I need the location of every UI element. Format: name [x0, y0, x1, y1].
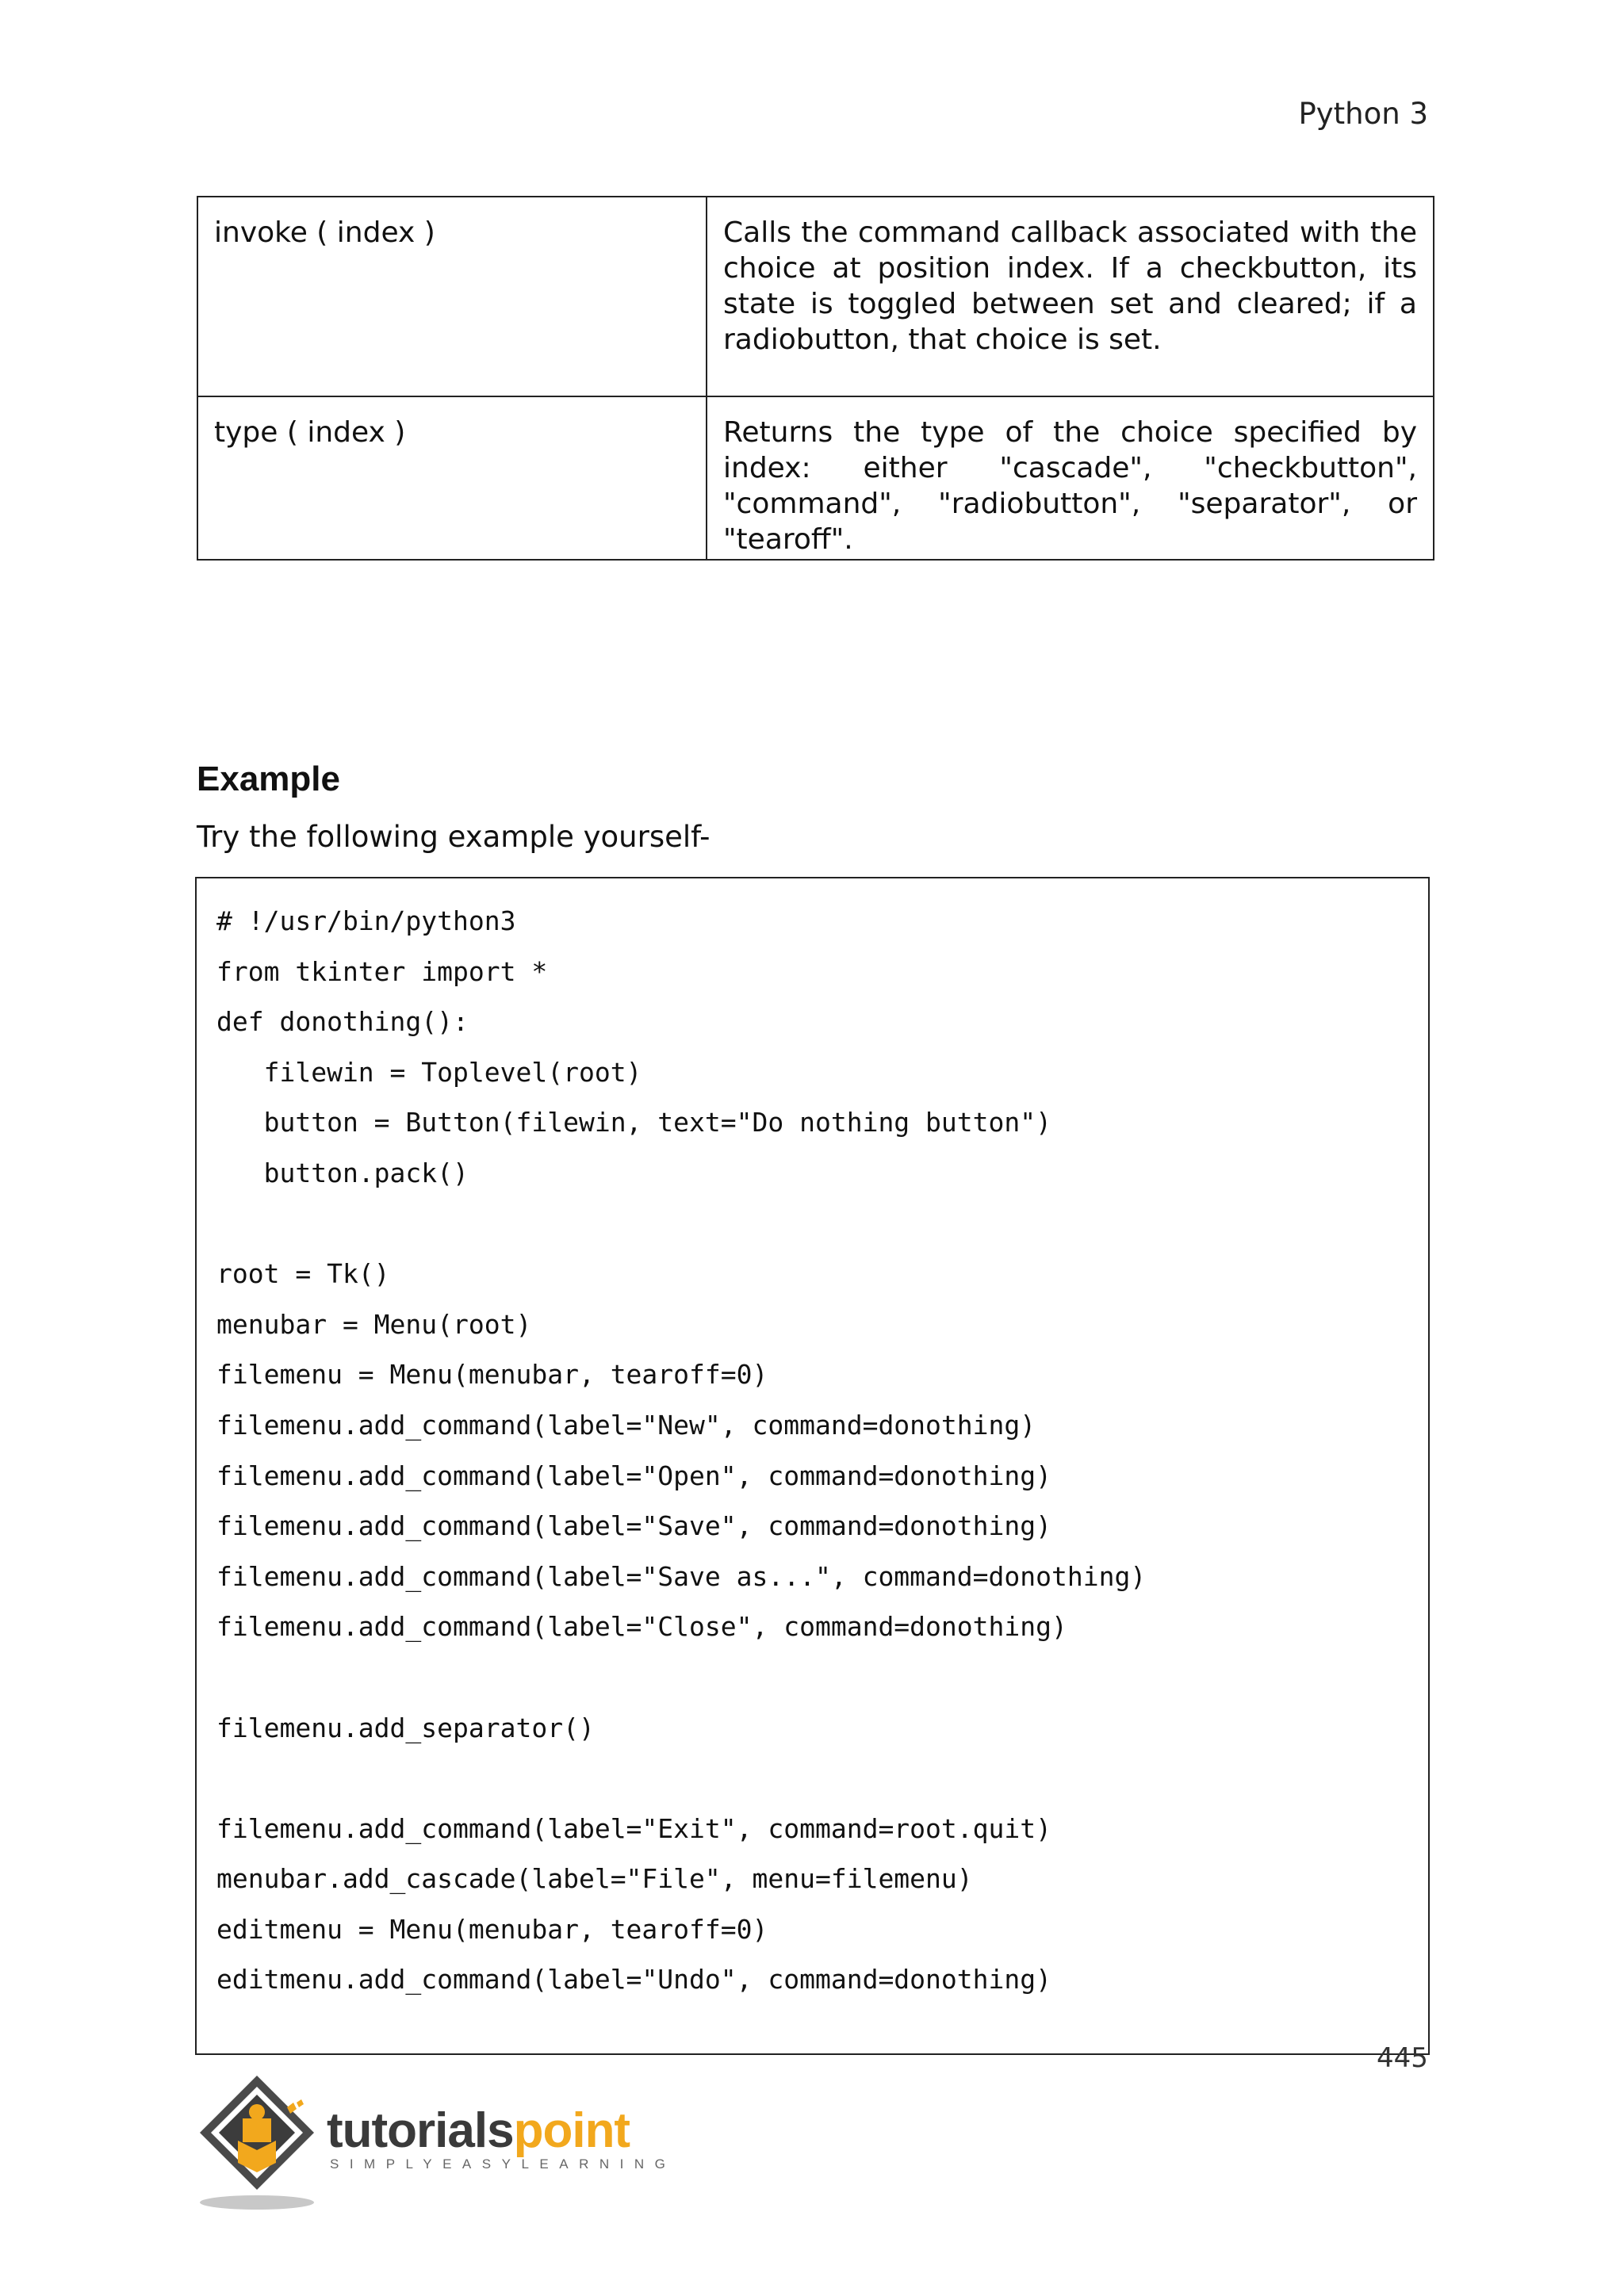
table-row: [197, 396, 1434, 560]
code-line: filemenu.add_command(label="Open", command=donothing): [216, 1460, 1051, 1491]
intro-text: Try the following example yourself-: [197, 820, 710, 854]
code-line: editmenu = Menu(menubar, tearoff=0): [216, 1913, 768, 1945]
logo-word-main: tutorials: [327, 2103, 514, 2158]
code-line: filewin = Toplevel(root): [216, 1056, 642, 1088]
tutorialspoint-logo: [193, 2069, 676, 2212]
code-line: from tkinter import *: [216, 955, 548, 987]
code-line: menubar = Menu(root): [216, 1308, 532, 1340]
code-line: def donothing():: [216, 1006, 469, 1038]
code-line: [216, 1652, 1146, 1703]
code-line: button = Button(filewin, text="Do nothing button"): [216, 1107, 1051, 1138]
table-row: [197, 197, 1434, 396]
code-line: [216, 1753, 1146, 1804]
methods-table: [197, 196, 1434, 561]
code-line: root = Tk(): [216, 1258, 390, 1290]
logo-word-accent: point: [513, 2103, 630, 2158]
code-line: # !/usr/bin/python3: [216, 905, 516, 936]
logo-wordmark: [327, 2103, 630, 2159]
method-description-cell: Returns the type of the choice specified by index: either "cascade", "checkbutton", "command", "radiobutton", "separator", or "tearoff".: [707, 396, 1434, 560]
code-listing: [216, 896, 1146, 2005]
method-name-cell: invoke ( index ): [197, 197, 707, 396]
logo-emblem-icon: [193, 2069, 328, 2212]
page-number: 445: [1377, 2042, 1428, 2074]
code-line: editmenu.add_command(label="Undo", command=donothing): [216, 1964, 1051, 1996]
code-line: filemenu.add_command(label="Save", command=donothing): [216, 1510, 1051, 1542]
code-line: [216, 1199, 1146, 1249]
code-line: filemenu.add_command(label="Close", command=donothing): [216, 1611, 1067, 1643]
code-line: filemenu.add_command(label="Save as...", command=donothing): [216, 1560, 1147, 1592]
code-line: filemenu.add_command(label="Exit", command=root.quit): [216, 1812, 1051, 1844]
code-block: [195, 877, 1430, 2055]
code-line: menubar.add_cascade(label="File", menu=filemenu): [216, 1863, 973, 1895]
code-line: filemenu = Menu(menubar, tearoff=0): [216, 1359, 768, 1391]
method-description-cell: Calls the command callback associated with the choice at position index. If a checkbutton, its state is toggled between set and cleared; if a radiobutton, that choice is set.: [707, 197, 1434, 396]
logo-tagline: SIMPLYEASYLEARNING: [330, 2156, 676, 2172]
code-line: button.pack(): [216, 1157, 469, 1188]
section-heading: Example: [197, 760, 340, 798]
code-line: filemenu.add_command(label="New", command=donothing): [216, 1409, 1036, 1441]
code-line: filemenu.add_separator(): [216, 1712, 595, 1743]
method-name-cell: type ( index ): [197, 396, 707, 560]
running-header: Python 3: [1298, 97, 1428, 131]
